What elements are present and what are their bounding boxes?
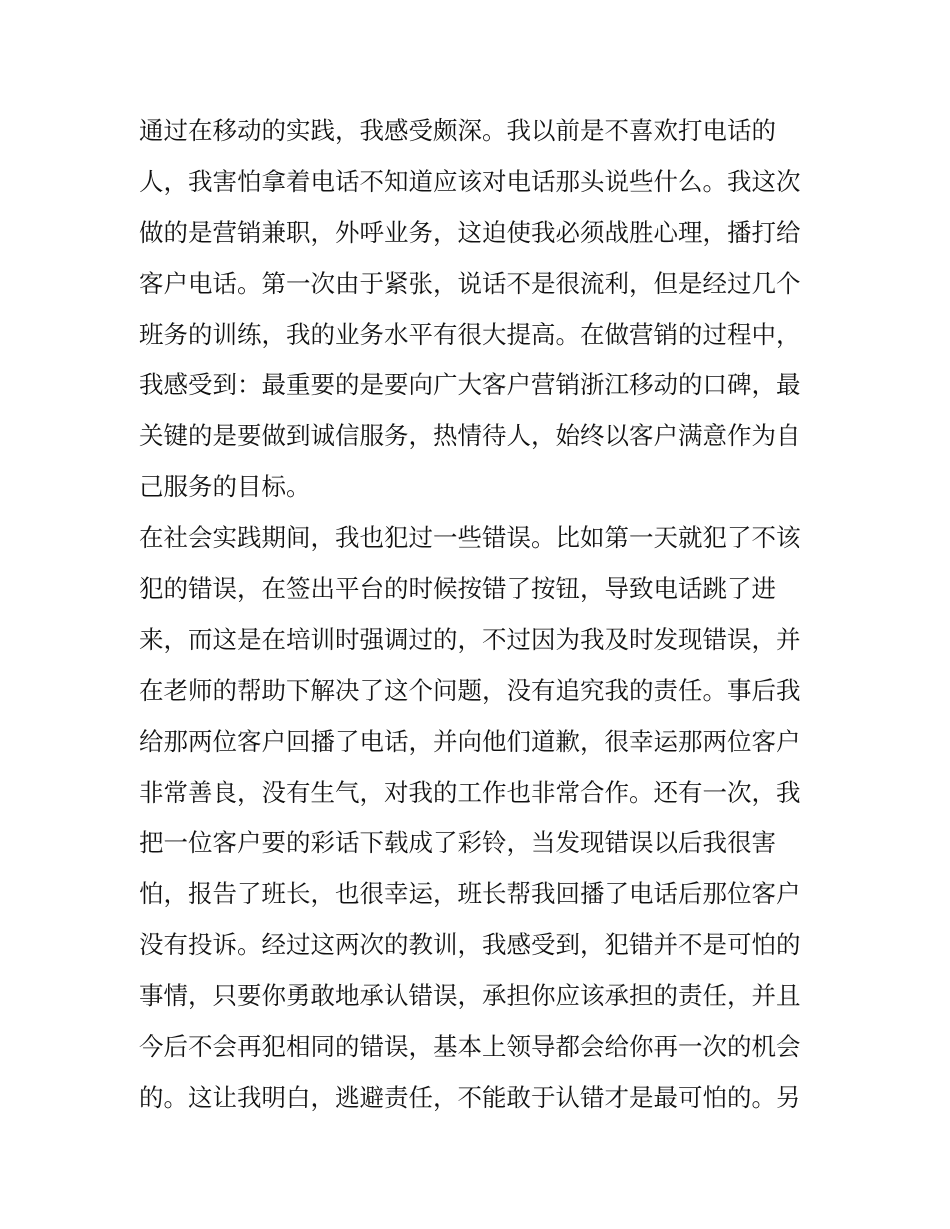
text-line: 怕，报告了班长，也很幸运，班长帮我回播了电话后那位客户 (139, 879, 801, 909)
text-line: 把一位客户要的彩话下载成了彩铃，当发现错误以后我很害 (139, 828, 776, 858)
text-line: 己服务的目标。 (139, 472, 311, 502)
text-line: 客户电话。第一次由于紧张，说话不是很流利，但是经过几个 (139, 268, 801, 298)
text-line: 在社会实践期间，我也犯过一些错误。比如第一天就犯了不该 (139, 523, 801, 553)
text-line: 通过在移动的实践，我感受颇深。我以前是不喜欢打电话的 (139, 116, 776, 145)
text-line: 给那两位客户回播了电话，并向他们道歉，很幸运那两位客户 (139, 726, 801, 756)
text-line: 非常善良，没有生气，对我的工作也非常合作。还有一次，我 (139, 777, 801, 807)
text-line: 班务的训练，我的业务水平有很大提高。在做营销的过程中， (139, 319, 801, 349)
text-line: 做的是营销兼职，外呼业务，这迫使我必须战胜心理，播打给 (139, 217, 801, 247)
text-line: 来，而这是在培训时强调过的，不过因为我及时发现错误，并 (139, 624, 801, 654)
text-line: 关键的是要做到诚信服务，热情待人，始终以客户满意作为自 (139, 421, 801, 451)
body-text (139, 106, 819, 1124)
text-line: 事情，只要你勇敢地承认错误，承担你应该承担的责任，并且 (139, 981, 801, 1011)
text-line: 在老师的帮助下解决了这个问题，没有追究我的责任。事后我 (139, 675, 801, 705)
text-line: 的。这让我明白，逃避责任，不能敢于认错才是最可怕的。另 (139, 1082, 801, 1112)
text-line: 犯的错误，在签出平台的时候按错了按钮，导致电话跳了进 (139, 574, 776, 604)
text-line: 没有投诉。经过这两次的教训，我感受到，犯错并不是可怕的 (139, 930, 801, 960)
text-line: 今后不会再犯相同的错误，基本上领导都会给你再一次的机会 (139, 1032, 801, 1062)
text-line: 人，我害怕拿着电话不知道应该对电话那头说些什么。我这次 (139, 166, 801, 196)
text-line: 我感受到：最重要的是要向广大客户营销浙江移动的口碑，最 (139, 370, 801, 400)
